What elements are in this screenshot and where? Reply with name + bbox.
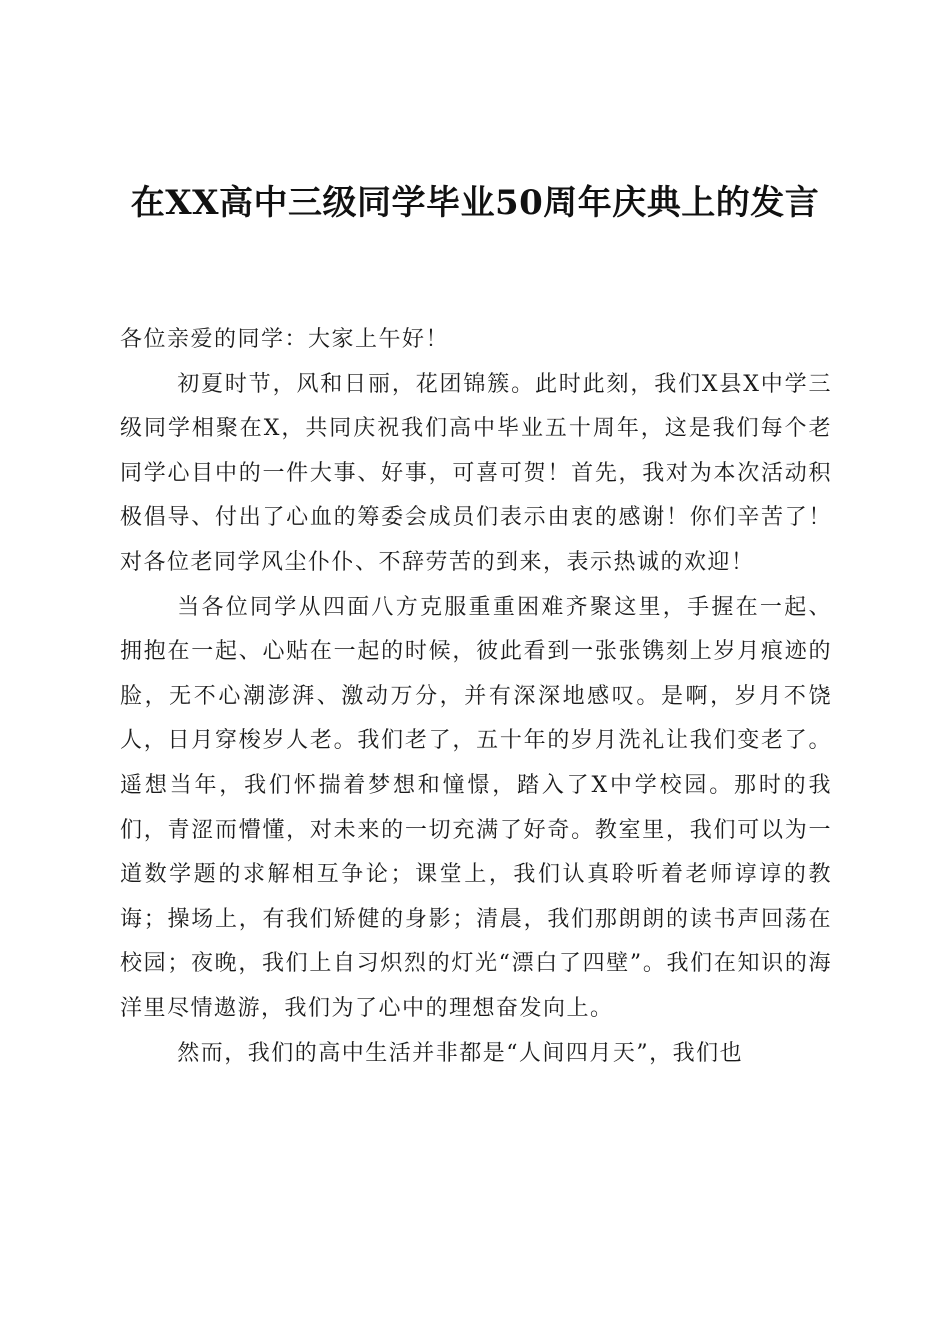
paragraph-3: 然而，我们的高中生活并非都是“人间四月天”，我们也 (177, 1040, 744, 1066)
document-title: 在XX高中三级同学毕业50周年庆典上的发言 (130, 183, 820, 223)
salutation: 各位亲爱的同学：大家上午好！ (120, 327, 450, 352)
paragraph-2: 当各位同学从四面八方克服重重困难齐聚这里，手握在一起、拥抱在一起、心贴在一起的时候，彼此看到一张张镌刻上岁月痕迹的脸，无不心潮澎湃、激动万分，并有深深地感叹。是啊，岁月不饶人，日月穿梭岁人老。我们老了，五十年的岁月洗礼让我们变老了。遥想当年，我们怀揣着梦想和憧憬，踏入了X中学校园。那时的我们，青涩而懵懂，对未来的一切充满了好奇。教室里，我们可以为一道数学题的求解相互争论；课堂上，我们认真聆听着老师谆谆的教诲；操场上，有我们矫健的身影；清晨，我们那朗朗的读书声回荡在校园；夜晚，我们上自习炽烈的灯光“漂白了四壁”。我们在知识的海洋里尽情遨游，我们为了心中的理想奋发向上。 (120, 594, 832, 1021)
document-body (120, 318, 832, 1076)
paragraph-1: 初夏时节，风和日丽，花团锦簇。此时此刻，我们X县X中学三级同学相聚在X，共同庆祝我们高中毕业五十周年，这是我们每个老同学心目中的一件大事、好事，可喜可贺！首先，我对为本次活动积极倡导、付出了心血的筹委会成员们表示由衷的感谢！你们辛苦了！对各位老同学风尘仆仆、不辞劳苦的到来，表示热诚的欢迎！ (120, 371, 832, 575)
